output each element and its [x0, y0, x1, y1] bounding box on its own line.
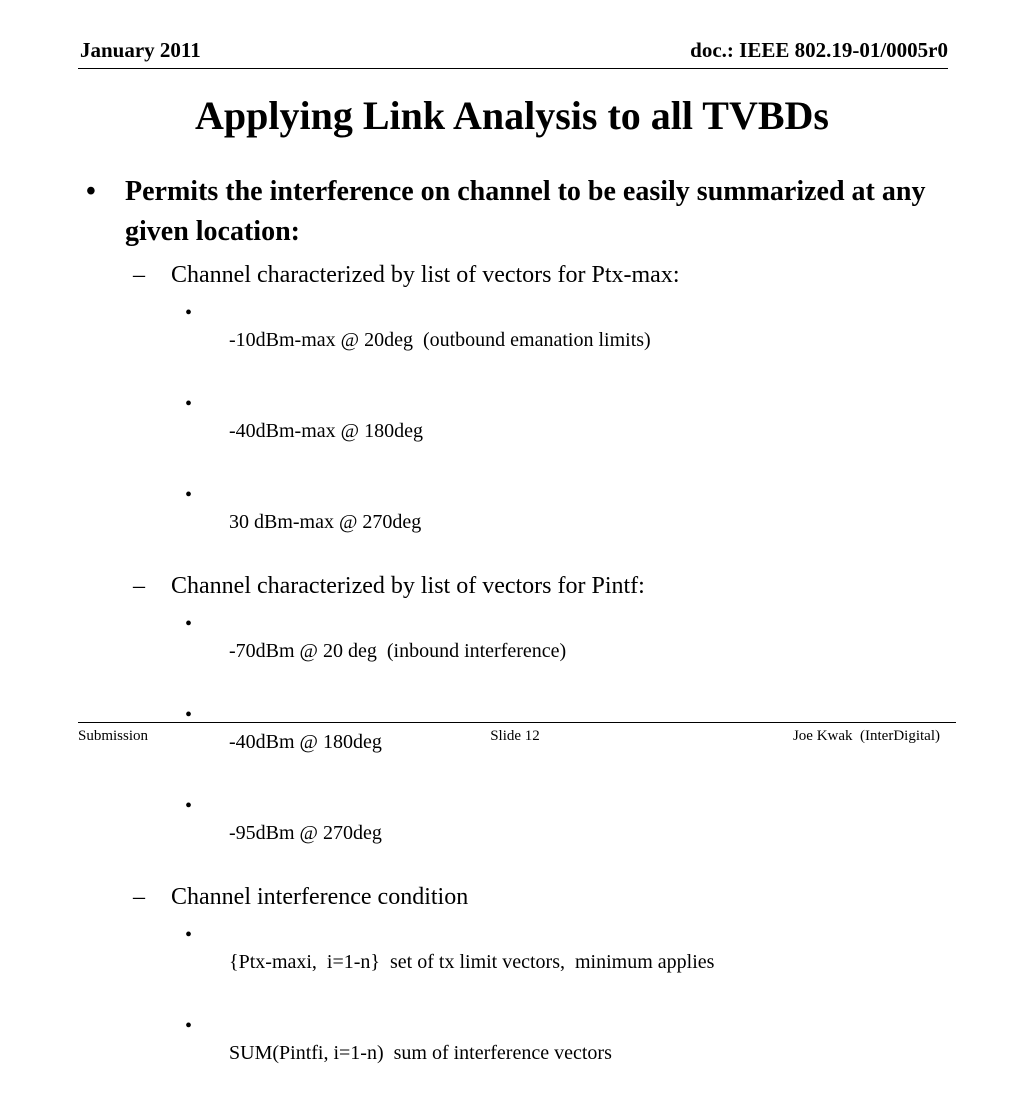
list-item-text: 30 dBm-max @ 270deg	[229, 511, 422, 533]
list-item-text: SUM(Pintfi, i=1-n) sum of interference vectors	[229, 1042, 612, 1064]
bullet-marker: •	[185, 1015, 193, 1037]
list-item-text: -40dBm @ 180deg	[229, 731, 382, 753]
bullet-marker: •	[185, 302, 193, 324]
bullet-marker: •	[185, 393, 193, 415]
bullet-marker: •	[185, 484, 193, 506]
bullet-marker: •	[185, 613, 193, 635]
sub-bullet-text: Channel characterized by list of vectors for Pintf:	[171, 573, 645, 599]
list-item-text: {Ptx-maxi, i=1-n} set of tx limit vectors, minimum applies	[229, 951, 715, 973]
list-item	[86, 391, 966, 472]
main-bullet	[86, 172, 966, 252]
list-item	[86, 922, 966, 1003]
list-item	[86, 1013, 966, 1094]
dash-marker: –	[133, 884, 145, 910]
bullet-marker: •	[185, 704, 193, 726]
bullet-marker: •	[86, 176, 96, 207]
header-doc-id: doc.: IEEE 802.19-01/0005r0	[690, 38, 948, 62]
list-item	[86, 482, 966, 563]
footer-divider	[78, 722, 956, 723]
slide-body	[86, 172, 966, 1094]
slide-title: Applying Link Analysis to all TVBDs	[195, 93, 829, 138]
dash-marker: –	[133, 262, 145, 288]
sub-bullet-text: Channel interference condition	[171, 884, 469, 910]
bullet-marker: •	[185, 795, 193, 817]
list-item	[86, 611, 966, 692]
footer-author: Joe Kwak (InterDigital)	[792, 728, 940, 744]
list-item-text: -95dBm @ 270deg	[229, 822, 382, 844]
footer-submission: Submission	[78, 728, 149, 744]
main-bullet-text: Permits the interference on channel to be easily summarized at any given location:	[125, 176, 926, 247]
sub-bullet-text: Channel characterized by list of vectors for Ptx-max:	[171, 262, 680, 288]
list-item-text: -40dBm-max @ 180deg	[229, 420, 423, 442]
list-item-text: -10dBm-max @ 20deg (outbound emanation limits)	[229, 329, 651, 351]
slide-number: Slide 12	[490, 728, 540, 744]
sub-bullet-ptx	[86, 258, 966, 292]
dash-marker: –	[133, 573, 145, 599]
header-divider	[78, 68, 948, 69]
header-date: January 2011	[80, 38, 201, 62]
sub-bullet-condition	[86, 880, 966, 914]
list-item	[86, 793, 966, 874]
list-item	[86, 300, 966, 381]
bullet-marker: •	[185, 924, 193, 946]
list-item-text: -70dBm @ 20 deg (inbound interference)	[229, 640, 567, 662]
sub-bullet-pintf	[86, 569, 966, 603]
